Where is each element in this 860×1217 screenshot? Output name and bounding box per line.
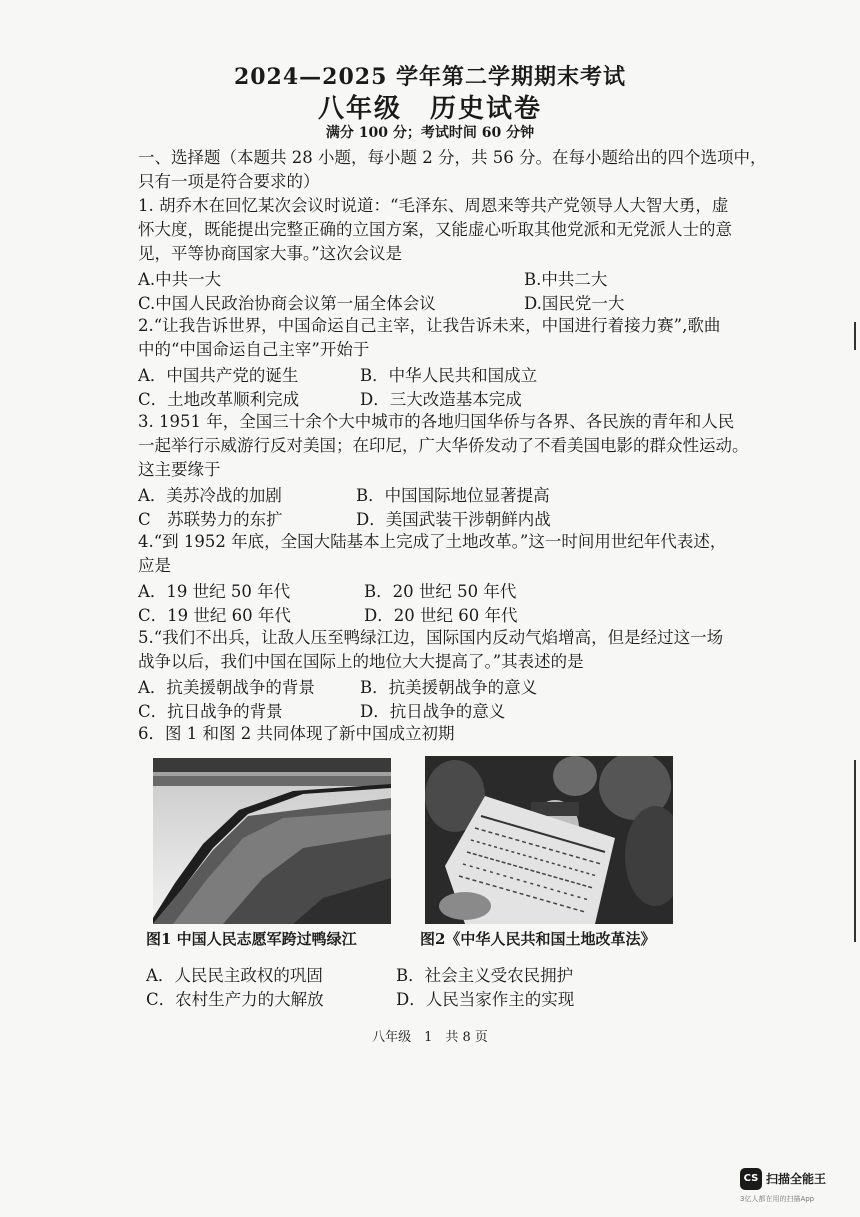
scanner-watermark	[740, 1168, 850, 1208]
river-crossing-image	[153, 758, 391, 924]
scan-edge-mark	[854, 322, 856, 350]
option: D．美国武装干涉朝鲜内战	[356, 510, 551, 529]
question-text: 中的“中国命运自己主宰”开始于	[138, 340, 370, 359]
option: B.中共二大	[524, 270, 608, 289]
watermark-name: 扫描全能王	[766, 1172, 827, 1186]
option: B．中华人民共和国成立	[360, 366, 538, 385]
question-text: 见，平等协商国家大事。”这次会议是	[138, 244, 403, 263]
question-text: 怀大度，既能提出完整正确的立国方案，又能虚心听取其他党派和无党派人士的意	[138, 220, 732, 239]
page-footer: 八年级 1 共 8 页	[372, 1030, 488, 1045]
option: D．20 世纪 60 年代	[364, 606, 518, 625]
figure-1-photo	[153, 758, 391, 924]
option: C.中国人民政治协商会议第一届全体会议	[138, 294, 436, 313]
watermark-tagline: 3亿人都在用的扫描App	[740, 1195, 815, 1203]
scan-edge-mark	[854, 760, 856, 942]
option: B．20 世纪 50 年代	[364, 582, 517, 601]
question-text: 应是	[138, 556, 171, 575]
option: D．人民当家作主的实现	[396, 990, 575, 1009]
option: A．19 世纪 50 年代	[138, 582, 291, 601]
question-text: 5.“我们不出兵，让敌人压至鸭绿江边，国际国内反动气焰增高，但是经过这一场	[138, 628, 724, 647]
camscanner-logo-icon: CS	[740, 1168, 762, 1190]
question-text: 4.“到 1952 年底，全国大陆基本上完成了土地改革。”这一时间用世纪年代表述，	[138, 532, 727, 551]
option: C．土地改革顺利完成	[138, 390, 300, 409]
exam-title: 2024—2025 学年第二学期期末考试	[233, 64, 627, 90]
question-text: 这主要缘于	[138, 460, 221, 479]
question-text: 1. 胡乔木在回忆某次会议时说道：“毛泽东、周恩来等共产党领导人大智大勇，虚	[138, 196, 729, 215]
question-text: 6．图 1 和图 2 共同体现了新中国成立初期	[138, 724, 455, 743]
option: A．人民民主政权的巩固	[146, 966, 323, 985]
land-reform-law-image	[425, 756, 673, 924]
exam-info: 满分 100 分；考试时间 60 分钟	[325, 125, 535, 141]
option: C 苏联势力的东扩	[138, 510, 283, 529]
option: A．抗美援朝战争的背景	[138, 678, 315, 697]
option: C．19 世纪 60 年代	[138, 606, 291, 625]
option: C．抗日战争的背景	[138, 702, 283, 721]
figure-1-caption: 图1 中国人民志愿军跨过鸭绿江	[146, 930, 357, 948]
option: D．三大改造基本完成	[360, 390, 522, 409]
option: A．美苏冷战的加剧	[138, 486, 282, 505]
question-text: 战争以后，我们中国在国际上的地位大大提高了。”其表述的是	[138, 652, 584, 671]
section-heading: 一、选择题（本题共 28 小题，每小题 2 分，共 56 分。在每小题给出的四个选项中，	[138, 148, 767, 167]
option: A．中国共产党的诞生	[138, 366, 299, 385]
question-text: 3. 1951 年，全国三十余个大中城市的各地归国华侨与各界、各民族的青年和人民	[138, 412, 735, 431]
question-text: 2.“让我告诉世界，中国命运自己主宰，让我告诉未来，中国进行着接力赛”,歌曲	[138, 316, 721, 335]
option: D.国民党一大	[524, 294, 625, 313]
question-text: 一起举行示威游行反对美国；在印尼，广大华侨发动了不看美国电影的群众性运动。	[138, 436, 749, 455]
figure-2-photo	[425, 756, 673, 924]
option: A.中共一大	[138, 270, 222, 289]
option: D．抗日战争的意义	[360, 702, 506, 721]
section-heading: 只有一项是符合要求的）	[138, 172, 320, 191]
exam-subtitle: 八年级 历史试卷	[317, 94, 542, 124]
option: B．社会主义受农民拥护	[396, 966, 574, 985]
option: C．农村生产力的大解放	[146, 990, 324, 1009]
option: B．中国国际地位显著提高	[356, 486, 550, 505]
figure-2-caption: 图2《中华人民共和国土地改革法》	[420, 930, 656, 948]
option: B．抗美援朝战争的意义	[360, 678, 538, 697]
